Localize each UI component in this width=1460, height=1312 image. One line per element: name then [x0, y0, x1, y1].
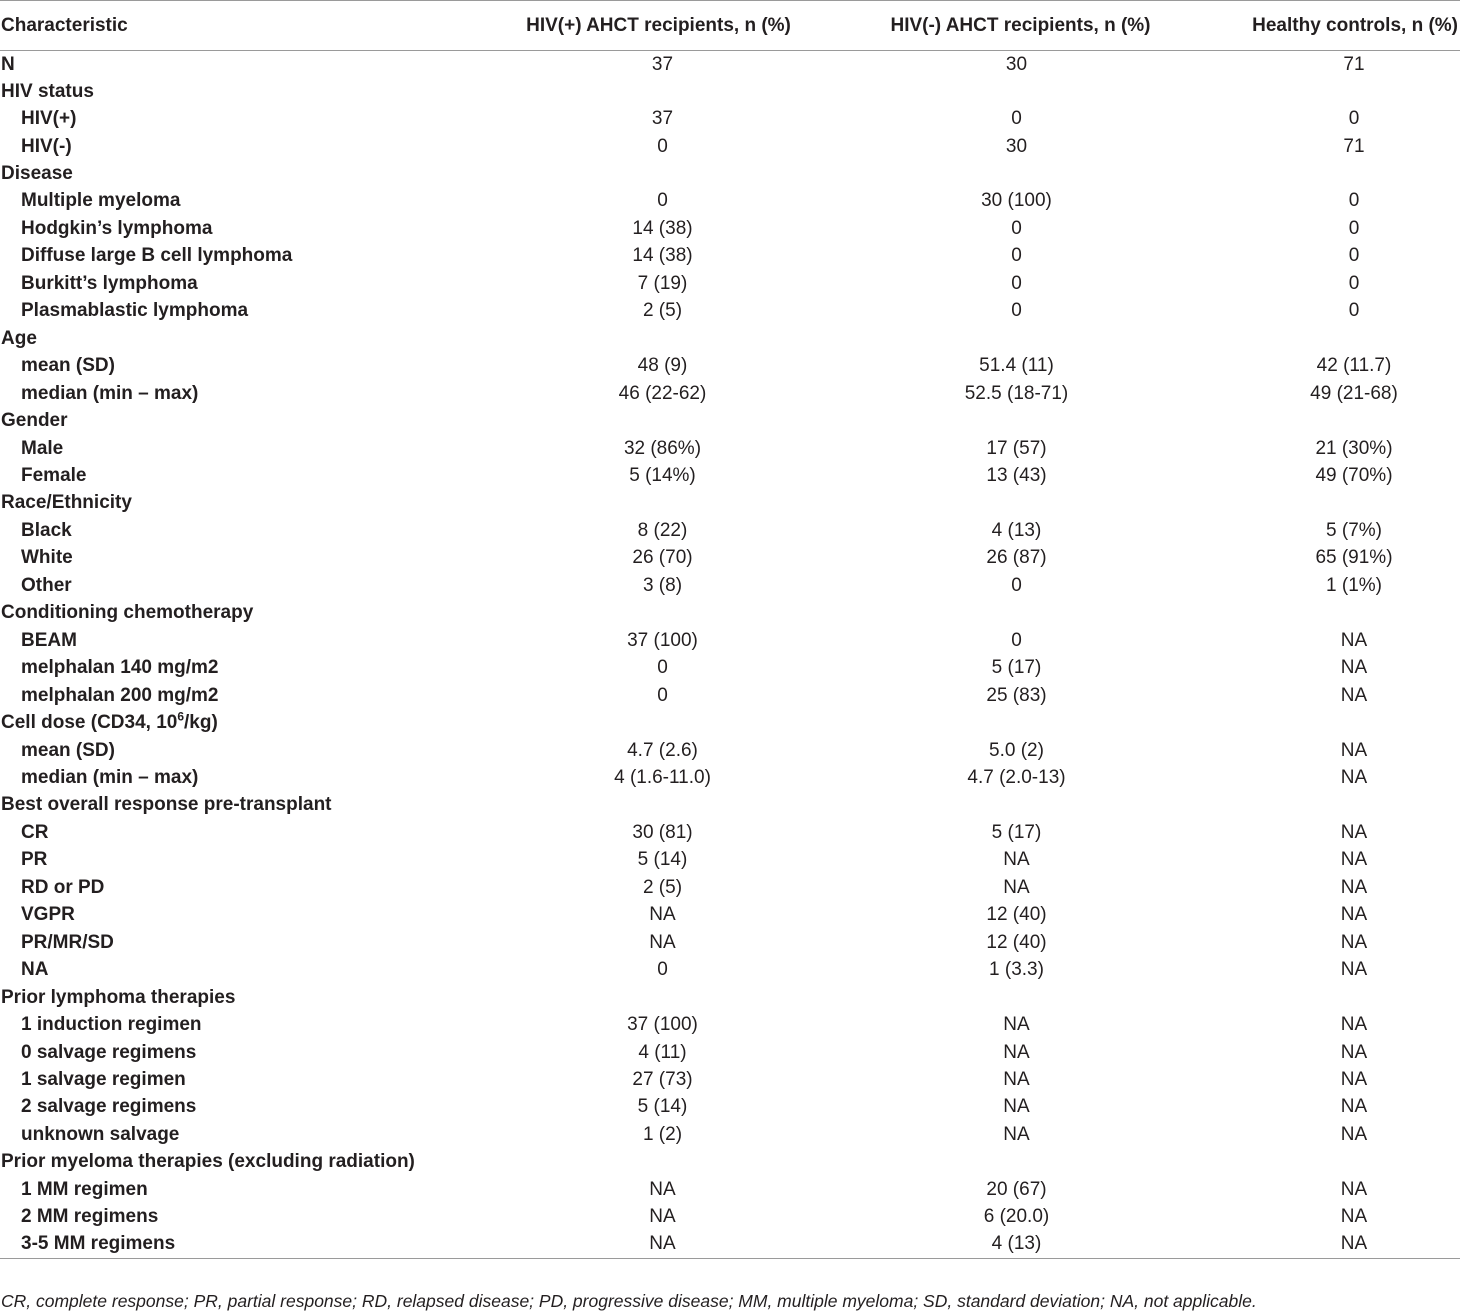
cell-healthy-controls [1234, 600, 1460, 627]
table-row [0, 133, 1460, 160]
cell-healthy-controls [1234, 325, 1460, 352]
cell-hiv-negative: 0 [1011, 629, 1022, 651]
cell-healthy-controls: NA [1340, 629, 1368, 651]
row-label [0, 572, 510, 599]
table-row [0, 462, 1460, 489]
row-group-label [0, 51, 510, 78]
table-row [0, 1039, 1460, 1066]
cell-healthy-controls: 0 [1348, 190, 1360, 212]
row-label [0, 215, 510, 242]
row-label-text: Female [21, 465, 87, 487]
row-group-label [0, 325, 510, 352]
cell-healthy-controls: 5 (7%) [1326, 519, 1382, 541]
row-label-text: HIV(-) [21, 135, 72, 157]
row-label-text: CR [21, 821, 49, 843]
row-label [0, 298, 510, 325]
table-row [0, 847, 1460, 874]
cell-hiv-positive: 37 (100) [627, 1014, 698, 1036]
row-label [0, 1121, 510, 1148]
cell-hiv-negative: 1 (3.3) [989, 959, 1044, 981]
header-characteristic: Characteristic [0, 1, 510, 51]
row-label-text: 2 MM regimens [21, 1206, 159, 1228]
row-label-text: Prior lymphoma therapies [1, 986, 236, 1008]
row-label [0, 764, 510, 791]
cell-hiv-positive: 0 [657, 657, 668, 679]
row-label [0, 352, 510, 379]
row-label [0, 929, 510, 956]
cell-hiv-negative [807, 160, 1234, 187]
cell-hiv-positive: NA [649, 904, 676, 926]
cell-hiv-positive: NA [649, 1206, 676, 1228]
cell-healthy-controls [1234, 984, 1460, 1011]
table-row [0, 1066, 1460, 1093]
cell-hiv-positive [510, 600, 807, 627]
cell-hiv-negative: 0 [1011, 300, 1022, 322]
cell-hiv-positive: 14 (38) [632, 217, 693, 239]
row-label [0, 1231, 510, 1258]
cell-hiv-negative [807, 1149, 1234, 1176]
row-label-text: mean (SD) [21, 739, 115, 761]
row-group-label [0, 709, 510, 736]
cell-hiv-negative: 5 (17) [991, 657, 1042, 679]
header-healthy-controls: Healthy controls, n (%) [1234, 1, 1460, 51]
row-label [0, 1176, 510, 1203]
row-label-text: HIV status [1, 80, 94, 102]
row-group-label [0, 490, 510, 517]
cell-hiv-negative: 4 (13) [991, 519, 1042, 541]
table-row [0, 709, 1460, 736]
cell-healthy-controls: 49 (70%) [1315, 465, 1393, 487]
cell-hiv-positive: 0 [657, 684, 668, 706]
row-label [0, 1011, 510, 1038]
cell-hiv-negative: 12 (40) [986, 904, 1047, 926]
cell-hiv-positive: 0 [657, 135, 668, 157]
cell-healthy-controls [1234, 709, 1460, 736]
cell-healthy-controls: NA [1340, 1041, 1368, 1063]
cell-hiv-positive [510, 407, 807, 434]
cell-hiv-negative: NA [1003, 876, 1030, 898]
row-label-text: median (min – max) [21, 767, 199, 788]
cell-hiv-positive: 2 (5) [642, 300, 683, 322]
row-label-tail: /kg) [184, 712, 218, 734]
row-label [0, 1094, 510, 1121]
row-group-label [0, 407, 510, 434]
cell-hiv-negative [807, 984, 1234, 1011]
cell-healthy-controls: 0 [1348, 245, 1360, 267]
table-row [0, 627, 1460, 654]
table-row [0, 654, 1460, 681]
cell-healthy-controls: NA [1340, 1014, 1368, 1036]
table-row [0, 792, 1460, 819]
row-label-text: 3-5 MM regimens [21, 1233, 176, 1255]
cell-hiv-positive: 1 (2) [642, 1123, 683, 1145]
cell-healthy-controls: 65 (91%) [1315, 547, 1393, 569]
table-row [0, 490, 1460, 517]
row-label-text: N [1, 54, 15, 76]
cell-healthy-controls: NA [1340, 684, 1368, 706]
row-label-text: VGPR [21, 904, 75, 926]
table-row [0, 243, 1460, 270]
table-row [0, 325, 1460, 352]
row-label-text: Cell dose (CD34, 10 [1, 712, 178, 734]
table-row [0, 160, 1460, 187]
header-hiv-positive: HIV(+) AHCT recipients, n (%) [510, 1, 807, 51]
cell-healthy-controls [1234, 792, 1460, 819]
cell-healthy-controls [1234, 1149, 1460, 1176]
cell-hiv-positive: 32 (86%) [623, 437, 702, 459]
table-row [0, 902, 1460, 929]
cell-hiv-negative: NA [1003, 1041, 1030, 1063]
row-label-text: Plasmablastic lymphoma [21, 300, 249, 322]
row-label-text: Hodgkin’s lymphoma [21, 217, 213, 239]
cell-hiv-positive [510, 78, 807, 105]
row-label-text: melphalan 140 mg/m2 [21, 657, 219, 679]
row-label [0, 654, 510, 681]
table-body [0, 51, 1460, 1259]
cell-hiv-positive: 30 (81) [632, 821, 693, 843]
cell-hiv-negative: NA [1003, 849, 1030, 871]
cell-hiv-negative: 5.0 (2) [989, 739, 1044, 761]
cell-healthy-controls: 0 [1348, 108, 1360, 130]
cell-healthy-controls: NA [1234, 1231, 1460, 1258]
cell-hiv-positive: 7 (19) [637, 272, 688, 294]
cell-hiv-positive: NA [649, 1178, 676, 1200]
table-row [0, 1011, 1460, 1038]
cell-hiv-negative [807, 600, 1234, 627]
row-label-text: Multiple myeloma [21, 190, 181, 212]
table-row [0, 380, 1460, 407]
row-label-text: mean (SD) [21, 355, 115, 377]
cell-hiv-positive: 37 [651, 108, 674, 130]
cell-hiv-negative: NA [1003, 1123, 1030, 1145]
cell-healthy-controls: NA [1340, 1178, 1368, 1200]
row-label-text: Black [21, 519, 72, 541]
table-row [0, 874, 1460, 901]
cell-healthy-controls [1234, 160, 1460, 187]
cell-healthy-controls: NA [1340, 1123, 1368, 1145]
table-row [0, 1149, 1460, 1176]
row-label-text: White [21, 547, 73, 569]
row-label [0, 956, 510, 983]
cell-hiv-positive: 4 (11) [638, 1041, 687, 1063]
row-label [0, 737, 510, 764]
row-label [0, 627, 510, 654]
row-label-text: 1 MM regimen [21, 1178, 148, 1200]
cell-hiv-negative: 17 (57) [986, 437, 1047, 459]
table-row [0, 517, 1460, 544]
cell-hiv-negative: NA [1003, 1014, 1030, 1036]
row-label [0, 1204, 510, 1231]
cell-healthy-controls: 21 (30%) [1315, 437, 1393, 459]
row-label-text: Race/Ethnicity [1, 492, 132, 514]
cell-hiv-negative: NA [1003, 1096, 1030, 1118]
cell-hiv-positive: 0 [657, 959, 668, 981]
table-row [0, 1094, 1460, 1121]
cell-healthy-controls: NA [1340, 821, 1368, 843]
cell-hiv-positive: 5 (14) [637, 849, 688, 871]
cell-healthy-controls: 0 [1348, 300, 1360, 322]
cell-hiv-positive: 14 (38) [632, 245, 693, 267]
row-group-label [0, 792, 510, 819]
cell-hiv-positive: 37 (100) [627, 629, 698, 651]
row-label-text: RD or PD [21, 876, 105, 898]
cell-healthy-controls: NA [1340, 849, 1368, 871]
row-label [0, 874, 510, 901]
cell-hiv-negative: 30 [1005, 135, 1028, 157]
row-label-text: Gender [1, 410, 68, 432]
cell-healthy-controls: NA [1340, 1096, 1368, 1118]
cell-hiv-positive [510, 490, 807, 517]
cell-hiv-positive: NA [649, 931, 676, 953]
cell-hiv-negative: 20 (67) [986, 1178, 1047, 1200]
cell-hiv-negative: 5 (17) [991, 821, 1042, 843]
cell-healthy-controls: 49 (21-68) [1310, 382, 1398, 404]
table-row [0, 1176, 1460, 1203]
row-group-label [0, 1149, 510, 1176]
table-row [0, 764, 1460, 791]
table-row [0, 1121, 1460, 1148]
table-row [0, 984, 1460, 1011]
row-group-label [0, 78, 510, 105]
cell-hiv-negative: 6 (20.0) [983, 1206, 1050, 1228]
cell-hiv-negative: NA [1003, 1068, 1030, 1090]
table-row [0, 545, 1460, 572]
row-label [0, 188, 510, 215]
row-label-text: BEAM [21, 629, 77, 651]
cell-hiv-positive [510, 160, 807, 187]
row-label-text: melphalan 200 mg/m2 [21, 684, 219, 706]
row-label-text: Other [21, 574, 72, 596]
table-row [0, 682, 1460, 709]
cell-hiv-positive [510, 792, 807, 819]
cell-healthy-controls: NA [1340, 657, 1368, 679]
row-label [0, 105, 510, 132]
row-label-text: Conditioning chemotherapy [1, 602, 254, 624]
cell-healthy-controls: 0 [1348, 272, 1360, 294]
cell-hiv-positive [510, 1149, 807, 1176]
cell-hiv-positive: 4 (1.6-11.0) [614, 767, 711, 788]
cell-hiv-negative [807, 709, 1234, 736]
row-label [0, 902, 510, 929]
row-label [0, 380, 510, 407]
cell-healthy-controls: NA [1340, 1068, 1368, 1090]
row-label-text: unknown salvage [21, 1123, 180, 1145]
cell-healthy-controls: NA [1340, 1206, 1368, 1228]
row-label [0, 1066, 510, 1093]
row-label-text: Diffuse large B cell lymphoma [21, 245, 293, 267]
cell-healthy-controls: 71 [1343, 54, 1365, 76]
row-label-text: 0 salvage regimens [21, 1041, 197, 1063]
row-label-text: median (min – max) [21, 382, 199, 404]
cell-hiv-negative [807, 490, 1234, 517]
cell-hiv-negative: 30 (100) [981, 190, 1052, 212]
table-row [0, 572, 1460, 599]
table-row [0, 929, 1460, 956]
table-footnote: CR, complete response; PR, partial response; RD, relapsed disease; PD, progressive disease; MM, multiple myeloma; SD, standard deviation; NA, not applicable. [1, 1291, 1257, 1311]
cell-hiv-positive: 2 (5) [642, 876, 683, 898]
cell-healthy-controls: 42 (11.7) [1316, 355, 1392, 377]
cell-hiv-positive: 37 [651, 54, 674, 76]
row-label-text: Burkitt’s lymphoma [21, 272, 198, 294]
cell-hiv-positive [510, 709, 807, 736]
cell-hiv-negative: 0 [1011, 108, 1022, 130]
table-row [0, 51, 1460, 78]
row-label-text: PR/MR/SD [21, 931, 114, 953]
row-label [0, 847, 510, 874]
cell-hiv-positive: 5 (14) [637, 1096, 688, 1118]
cell-hiv-negative: 12 (40) [986, 931, 1047, 953]
table-row [0, 600, 1460, 627]
cell-hiv-negative [807, 325, 1234, 352]
table-header [0, 1, 1460, 51]
table-row [0, 270, 1460, 297]
row-group-label [0, 600, 510, 627]
row-label [0, 517, 510, 544]
cell-hiv-positive: 26 (70) [632, 547, 693, 569]
cell-hiv-positive: 48 (9) [637, 355, 688, 377]
table-row [0, 105, 1460, 132]
row-label [0, 682, 510, 709]
cell-healthy-controls: NA [1340, 767, 1368, 788]
cell-hiv-negative: 13 (43) [986, 465, 1047, 487]
cell-hiv-positive: 46 (22-62) [618, 382, 707, 404]
table-row [0, 435, 1460, 462]
row-label-text: 1 induction regimen [21, 1014, 202, 1036]
row-label [0, 462, 510, 489]
cell-hiv-negative: 0 [1011, 245, 1022, 267]
cell-hiv-positive [510, 984, 807, 1011]
table-row [0, 352, 1460, 379]
cell-hiv-positive: NA [510, 1231, 807, 1258]
header-row [0, 1, 1460, 51]
table-row [0, 1204, 1460, 1231]
table-row [0, 215, 1460, 242]
cell-hiv-positive [510, 325, 807, 352]
cell-hiv-negative: 25 (83) [986, 684, 1047, 706]
table-row [0, 1231, 1460, 1258]
table-row [0, 956, 1460, 983]
row-label-text: 2 salvage regimens [21, 1096, 197, 1118]
cell-hiv-positive: 5 (14%) [629, 465, 696, 487]
table-row [0, 78, 1460, 105]
cell-healthy-controls: 0 [1348, 217, 1360, 239]
row-label-text: Male [21, 437, 64, 459]
row-label-text: NA [21, 959, 49, 981]
cell-hiv-negative: 30 [1005, 54, 1028, 76]
cell-healthy-controls: NA [1340, 876, 1368, 898]
cell-hiv-negative [807, 78, 1234, 105]
header-hiv-negative: HIV(-) AHCT recipients, n (%) [807, 1, 1234, 51]
row-label [0, 545, 510, 572]
cell-hiv-negative: 26 (87) [986, 547, 1047, 569]
cell-hiv-negative: 0 [1011, 574, 1022, 596]
row-label [0, 133, 510, 160]
row-label-text: 1 salvage regimen [21, 1068, 186, 1090]
row-group-label [0, 984, 510, 1011]
cell-hiv-positive: 3 (8) [642, 574, 683, 596]
cell-hiv-positive: 8 (22) [637, 519, 688, 541]
row-label-text: Prior myeloma therapies (excluding radiation) [1, 1151, 415, 1173]
cell-healthy-controls: NA [1340, 959, 1368, 981]
cell-healthy-controls: NA [1340, 904, 1368, 926]
row-label-text: Disease [1, 163, 73, 185]
row-label [0, 435, 510, 462]
cell-healthy-controls [1234, 490, 1460, 517]
row-label-text: HIV(+) [21, 108, 77, 130]
cell-hiv-positive: 27 (73) [632, 1068, 693, 1090]
row-label [0, 270, 510, 297]
cell-healthy-controls: NA [1340, 931, 1368, 953]
table-row [0, 188, 1460, 215]
table-row [0, 298, 1460, 325]
cell-hiv-positive: 0 [657, 190, 668, 212]
row-label [0, 819, 510, 846]
cell-hiv-negative: 4.7 (2.0-13) [967, 767, 1066, 788]
row-label-text: PR [21, 849, 48, 871]
row-label-text: Best overall response pre-transplant [1, 794, 332, 816]
table-row [0, 819, 1460, 846]
table-row [0, 407, 1460, 434]
cell-healthy-controls [1234, 407, 1460, 434]
cell-hiv-negative [807, 792, 1234, 819]
cell-hiv-negative: 51.4 (11) [979, 355, 1054, 377]
table-row [0, 737, 1460, 764]
row-label-text: Age [1, 327, 37, 349]
row-label-superscript: 6 [177, 709, 185, 724]
cell-hiv-negative: 0 [1011, 217, 1022, 239]
row-label [0, 1039, 510, 1066]
row-label [0, 243, 510, 270]
row-group-label [0, 160, 510, 187]
cell-healthy-controls [1234, 78, 1460, 105]
cell-hiv-positive: 4.7 (2.6) [627, 739, 698, 761]
cell-hiv-negative: 52.5 (18-71) [964, 382, 1069, 404]
cell-hiv-negative: 4 (13) [807, 1231, 1234, 1258]
cell-healthy-controls: 1 (1%) [1326, 574, 1382, 596]
cell-hiv-negative [807, 407, 1234, 434]
cell-hiv-negative: 0 [1011, 272, 1022, 294]
cell-healthy-controls: NA [1340, 739, 1368, 761]
cell-healthy-controls: 71 [1343, 135, 1365, 157]
